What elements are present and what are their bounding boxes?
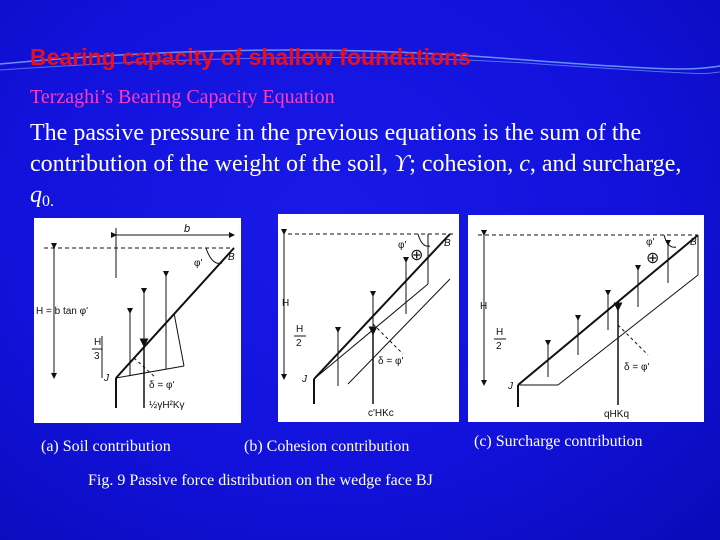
label-H3-num: H	[94, 337, 102, 348]
caption-soil: (a) Soil contribution	[41, 438, 171, 455]
label-force: qHKq	[604, 409, 630, 420]
gamma-symbol: ϒ	[393, 151, 410, 177]
surcharge-subscript: 0.	[42, 193, 54, 210]
label-H: H	[282, 298, 290, 309]
label-B: B	[228, 252, 235, 263]
cohesion-contribution-diagram	[278, 214, 459, 422]
body-text-part1: The passive pressure in the previous equations is the sum of the contribution of the weight of the soil,	[30, 120, 642, 177]
label-H2-den: 2	[496, 341, 502, 352]
caption-surcharge: (c) Surcharge contribution	[474, 433, 643, 450]
label-H2-num: H	[296, 324, 304, 335]
label-B: B	[690, 237, 697, 248]
label-J: J	[104, 373, 109, 384]
cohesion-diagram-svg	[278, 214, 459, 422]
label-delta: δ = φ'	[378, 356, 404, 367]
body-text-part3: , and surcharge,	[529, 151, 682, 177]
label-B: B	[444, 238, 451, 249]
plus-symbol: ⊕	[410, 247, 424, 264]
label-J: J	[302, 374, 307, 385]
label-H2-den: 2	[296, 338, 302, 349]
body-paragraph	[30, 118, 690, 217]
label-phi: φ'	[398, 240, 407, 251]
label-H: H	[480, 301, 488, 312]
surcharge-contribution-diagram	[468, 215, 704, 422]
label-phi: φ'	[646, 237, 655, 248]
figure-caption: Fig. 9 Passive force distribution on the wedge face BJ	[88, 472, 433, 489]
label-delta: δ = φ'	[624, 362, 650, 373]
label-J: J	[508, 381, 513, 392]
soil-contribution-diagram	[34, 218, 241, 423]
body-text-part2: ; cohesion,	[409, 151, 520, 177]
surcharge-diagram-svg	[468, 215, 704, 422]
label-force: ½γH²Kγ	[149, 400, 185, 411]
cohesion-symbol: c	[519, 151, 530, 177]
label-H3-den: 3	[94, 351, 100, 362]
plus-symbol: ⊕	[646, 250, 660, 267]
label-H2-num: H	[496, 327, 504, 338]
caption-cohesion: (b) Cohesion contribution	[244, 438, 410, 455]
surcharge-symbol: q	[30, 182, 42, 208]
label-phi: φ'	[194, 258, 203, 269]
label-b: b	[184, 223, 191, 235]
soil-diagram-svg	[34, 218, 241, 423]
slide-subtitle: Terzaghi’s Bearing Capacity Equation	[30, 86, 335, 108]
label-force: c'HKc	[368, 408, 394, 419]
slide-title: Bearing capacity of shallow foundations	[30, 44, 471, 70]
label-H: H = b tan φ'	[36, 306, 89, 317]
label-delta: δ = φ'	[149, 380, 175, 391]
